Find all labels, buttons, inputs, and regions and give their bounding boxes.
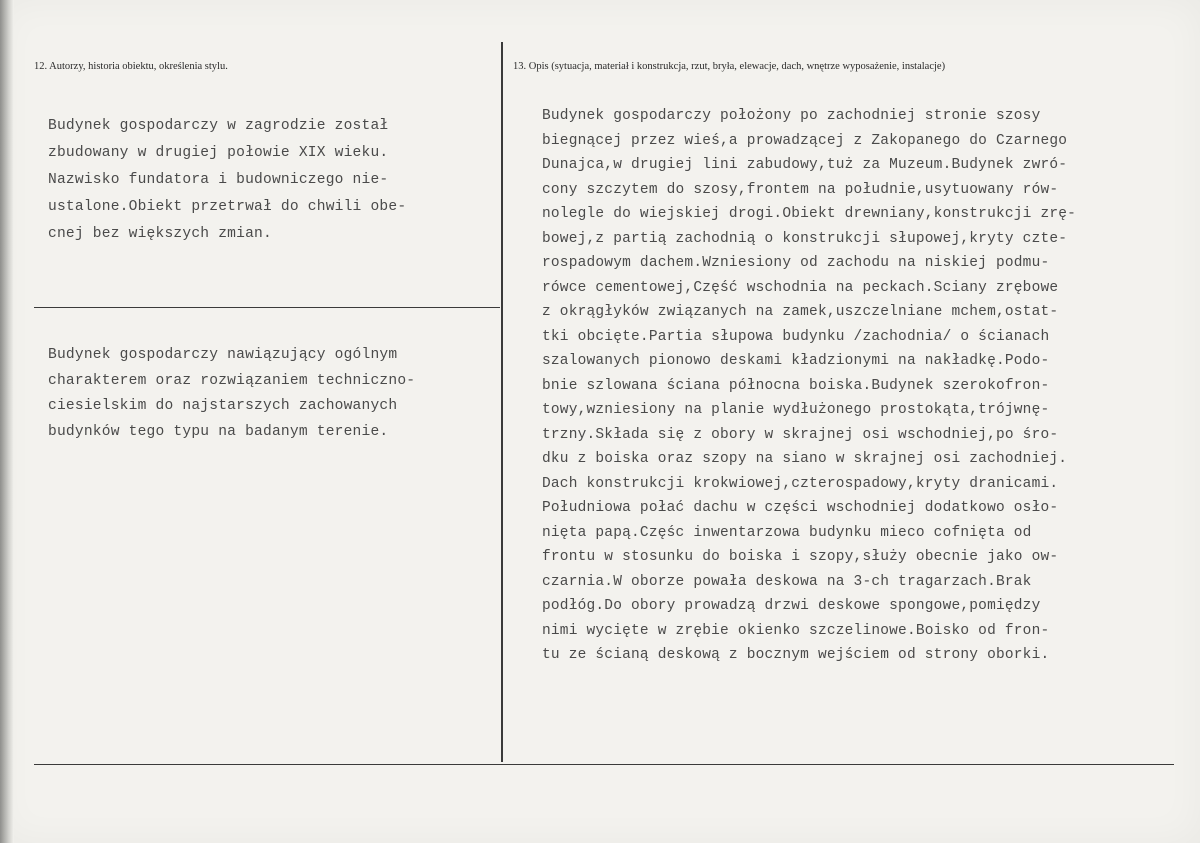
- section-13-heading: 13. Opis (sytuacja, materiał i konstrukcja, rzut, bryła, elewacje, dach, wnętrze wyposażenie, instalacje): [513, 61, 946, 72]
- style-typed-text: Budynek gospodarczy nawiązujący ogólnym charakterem oraz rozwiązaniem techniczno- ciesielskim do najstarszych zachowanych budynków tego typu na badanym terenie.: [48, 347, 416, 440]
- description-typed-text: Budynek gospodarczy położony po zachodniej stronie szosy biegnącej przez wieś,a prowadzącej z Zakopanego do Czarnego Dunajca,w drugiej lini zabudowy,tuż za Muzeum.Budynek zwró- cony szczytem do szosy,frontem na południe,usytuowany rów- nolegle do wiejskiej drogi.Obiekt drewniany,konstrukcji zrę- bowej,z partią zachodnią o konstrukcji słupowej,kryty czte- rospadowym dachem.Wzniesiony od zachodu na niskiej podmu- rówce cementowej,Część wschodnia na peckach.Sciany zrębowe z okrągłyków związanych na zamek,uszczelniane mchem,ostat- tki obcięte.Partia słupowa budynku /zachodnia/ o ścianach szalowanych pionowo deskami kładzionymi na nakładkę.Podo- bnie szlowana ściana północna boiska.Budynek szerokofron- towy,wzniesiony na planie wydłużonego prostokąta,trójwnę- trzny.Składa się z obory w skrajnej osi wschodniej,po śro- dku z boiska oraz szopy na siano w skrajnej osi zachodniej. Dach konstrukcji krokwiowej,czterospadowy,kryty dranicami. Południowa połać dachu w części wschodniej dodatkowo osło- nięta papą.Częśc inwentarzowa budynku mieco cofnięta od frontu w stosunku do boiska i szopy,służy obecnie jako ow- czarnia.W oborze powała deskowa na 3-ch tragarzach.Brak podłóg.Do obory prowadzą drzwi deskowe spongowe,pomiędzy nimi wycięte w zrębie okienko szczelinowe.Boisko od fron- tu ze ścianą deskową z bocznym wejściem od strony oborki.: [542, 108, 1077, 663]
- bottom-border-line: [34, 764, 1174, 765]
- card-left-edge: [0, 0, 14, 843]
- section-12-heading: 12. Autorzy, historia obiektu, określenia stylu.: [34, 61, 228, 72]
- left-section-divider: [34, 307, 500, 308]
- column-divider: [501, 42, 503, 762]
- history-typed-text: Budynek gospodarczy w zagrodzie został zbudowany w drugiej połowie XIX wieku. Nazwisko fundatora i budowniczego nie- ustalone.Obiekt przetrwał do chwili obe- cnej bez większych zmian.: [48, 118, 407, 242]
